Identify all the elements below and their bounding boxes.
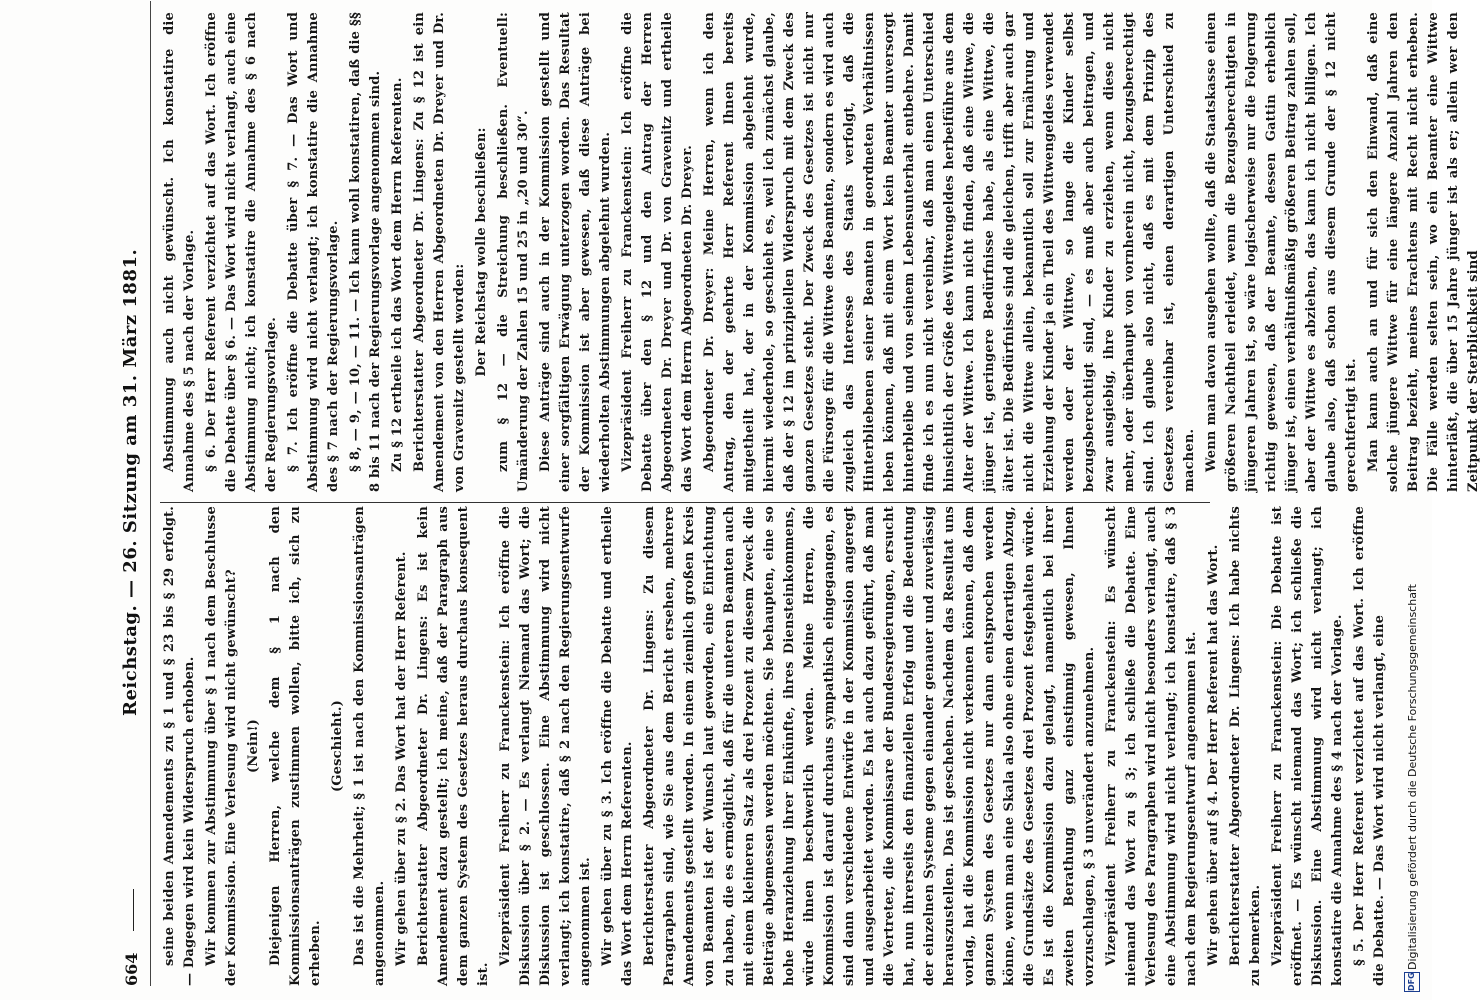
paragraph: Wir gehen über zu § 3. Ich eröffne die Debatte und ertheile das Wort dem Herrn Referenten. [600,506,635,986]
page-header [120,1,148,986]
paragraph: Berichterstatter Abgeordneter Dr. Lingens: Zu § 12 ist ein Amendement von den Herren Abgeordneten Dr. Dreyer und Dr. von Gravenitz gestellt worden: [412,12,467,492]
paragraph: Diejenigen Herren, welche dem § 1 nach den Kommissionsanträgen zustimmen wollen, bitte ich, sich zu erheben. [268,506,323,986]
paragraph: Berichterstatter Abgeordneter Dr. Lingens: Es ist kein Amendement dazu gestellt; ich meine, daß der Paragraph aus dem ganzen System des Gesetzes heraus durchaus konsequent ist. [416,506,491,986]
interjection: (Nein!) [246,719,261,773]
paragraph: Zu § 12 ertheile ich das Wort dem Herrn Referenten. [390,77,405,472]
dfg-logo-icon: DFG [1404,972,1420,992]
paragraph: seine beiden Amendements zu § 1 und § 23 bis § 29 erfolgt. — Dagegen wird kein Widerspruch erhoben. [162,506,197,986]
header-dash [133,889,134,931]
motion-text: zum § 12 — die Streichung beschließen. Eventuell: Umänderung der Zahlen 15 und 25 in „20 und 30“. [496,12,531,492]
page-title: Reichstag. — 26. Sitzung am 31. März 1881. [120,248,141,716]
paragraph: Wenn man davon ausgehen wollte, daß die Staatskasse einen größeren Nachtheil erleidet, wenn die Bezugsberechtigten in jüngeren Jahren ist, so wäre logischerweise nur die Folgerung richtig gewesen, daß der Beamte, dessen Gattin erheblich jünger ist, einen verhältnißmäßig größeren Beitrag zahlen soll, aber der Wittwe es abziehen, das kann ich nicht billigen. Ich glaube also, daß schon aus diesem Grunde der § 12 nicht gerechtfertigt ist. [1204,12,1359,492]
paragraph: Wir kommen zur Abstimmung über § 1 nach dem Beschlusse der Kommission. Eine Verlesung wird nicht gewünscht? [204,506,239,986]
paragraph: Diese Anträge sind auch in der Kommission gestellt und einer sorgfältigen Erwägung unterzogen worden. Das Resultat der Kommission ist aber gewesen, daß diese Anträge bei wiederholten Abstimmungen abgelehnt wurden. [538,12,613,492]
funding-note: Digitalisierung gefördert durch die Deutsche Forschungsgemeinschaft [1406,584,1419,970]
paragraph: Man kann auch an und für sich den Einwand, daß eine solche jüngere Wittwe für eine längere Anzahl Jahren den Beitrag bezieht, meines Erachtens mit Recht nicht erheben. Die Fälle werden selten sein, wo ein Beamter eine Wittwe hinterläßt, die über 15 Jahre jünger ist als er; allein wer den Zeitpunkt der Sterblichkeit sind [1366,12,1481,492]
paragraph: § 7. Ich eröffne die Debatte über § 7. — Das Wort und Abstimmung wird nicht verlangt; ich konstatire die Annahme des § 7 nach der Regierungsvorlage. [286,12,341,492]
paragraph: § 6. Der Herr Referent verzichtet auf das Wort. Ich eröffne die Debatte über § 6. — Das Wort wird nicht verlangt, auch eine Abstimmung nicht; ich konstatire die Annahme des § 6 nach der Regierungsvorlage. [204,12,279,492]
digitization-footer [1398,0,1428,1000]
paragraph: Vizepräsident Freiherr zu Franckenstein: Es wünscht niemand das Wort zu § 3; ich schließe die Debatte. Eine Verlesung des Paragraphen wird nicht besonders verlangt, auch eine Abstimmung wird nicht verlangt; ich konstatire, daß § 3 nach dem Regierungsentwurf angenommen ist. [1104,506,1199,986]
paragraph: Vizepräsident Freiherr zu Franckenstein: Ich eröffne die Diskussion über § 2. — Es verlangt Niemand das Wort; die Diskussion ist geschlossen. Eine Abstimmung wird nicht verlangt; ich konstatire, daß § 2 nach den Regierungsentwurfe angenommen ist. [498,506,593,986]
paragraph: § 5. Der Herr Referent verzichtet auf das Wort. Ich eröffne die Debatte. — Das Wort wird nicht verlangt, eine [1352,506,1387,986]
paragraph: Berichterstatter Abgeordneter Dr. Lingens: Ich habe nichts zu bemerken. [1228,506,1263,986]
right-column [160,12,1481,492]
paragraph: Abstimmung auch nicht gewünscht. Ich konstatire die Annahme des § 5 nach der Vorlage. [162,12,197,492]
paragraph: Abgeordneter Dr. Dreyer: Meine Herren, wenn ich den Antrag, den der geehrte Herr Referent Ihnen bereits mitgetheilt hat, der in der Kommission abgelehnt wurde, hiermit wiederhole, so geschieht es, weil ich zunächst glaube, daß der § 12 im prinzipiellen Widerspruch mit dem Zweck des ganzen Gesetzes steht. Der Zweck des Gesetzes ist nicht nur die Fürsorge für die Wittwe des Beamten, sondern es wird auch zugleich das Interesse des Staats verfolgt, daß die Hinterbliebenen seiner Beamten in geordneten Verhältnissen leben können, daß mit einem Wort kein Beamter unversorgt hinterbleibe und von seinem Lebensunterhalt entbehre. Damit finde ich es nun nicht vereinbar, daß man einen Unterschied hinsichtlich der Größe des Wittwengeldes herbeiführe aus dem Alter der Wittwe. Ich kann nicht finden, daß eine Wittwe, die jünger ist, geringere Bedürfnisse habe, als eine Wittwe, die älter ist. Die Bedürfnisse sind die gleichen, trifft aber auch gar nicht die Wittwe allein, bekanntlich soll zur Ernährung und Erziehung der Kinder ja ein Theil des Wittwengeldes verwendet werden oder der Wittwe, so lange die Kinder selbst bezugsberechtigt sind, — es muß aber auch beitragen, und zwar ausgiebig, ihre Kinder zu erziehen, wenn diese nicht mehr, oder überhaupt von vornherein nicht, bezugsberechtigt sind. Ich glaube also nicht, daß es mit dem Prinzip des Gesetzes vereinbar ist, einen derartigen Unterschied zu machen. [702,12,1197,492]
paragraph: Wir gehen über zu § 2. Das Wort hat der Herr Referent. [394,551,409,966]
paragraph: Berichterstatter Abgeordneter Dr. Lingens: Zu diesem Paragraphen sind, wie Sie aus dem Bericht ersehen, mehrere Amendements gestellt worden. In einem ziemlich großen Kreis von Beamten ist der Wunsch laut geworden, eine Einrichtung zu haben, die es ermöglicht, daß für die unteren Beamten auch mit einem kleineren Satz als drei Prozent zu diesem Zweck die Beiträge abgemessen werden möchten. Sie behaupten, eine so hohe Heranziehung ihrer Einkünfte, ihres Diensteinkommens, würde ihnen beschwerlich werden. Meine Herren, die Kommission ist darauf durchaus sympathisch eingegangen, es sind dann verschiedene Entwürfe in der Kommission angeregt und ausgearbeitet worden. Es hat auch dazu geführt, daß man die Vertreter, die Kommissare der Bundesregierungen, ersucht hat, nun ihrerseits den finanziellen Erfolg und die Bedeutung der einzelnen Systeme gegen einander genauer und zuverlässig herauszustellen. Das ist geschehen. Nachdem das Resultat uns vorlag, hat die Kommission nicht verkennen können, daß dem ganzen System des Gesetzes nur dann entsprochen werden könne, wenn man eine Skala also ohne einen derartigen Abzug, die Grundsätze des Gesetzes drei Prozent festgehalten würde. Es ist die Kommission dazu gelangt, namentlich bei ihrer zweiten Berathung ganz einstimmig gewesen, Ihnen vorzuschlagen, § 3 unverändert anzunehmen. [642,506,1097,986]
interjection: (Geschieht.) [330,700,345,792]
paragraph: Vizepräsident Freiherr zu Franckenstein: Ich eröffne die Debatte über den § 12 und den Antrag der Herren Abgeordneten Dr. Dreyer und Dr. von Gravenitz und ertheile das Wort dem Herrn Abgeordneten Dr. Dreyer. [620,12,695,492]
paragraph: Das ist die Mehrheit; § 1 ist nach den Kommissionsanträgen angenommen. [352,506,387,986]
paragraph: Vizepräsident Freiherr zu Franckenstein: Die Debatte ist eröffnet. — Es wünscht niemand das Wort; ich schließe die Diskussion. Eine Abstimmung wird nicht verlangt; ich konstatire die Annahme des § 4 nach der Vorlage. [1270,506,1345,986]
header-rule [150,1,151,986]
left-column [160,506,1387,986]
paragraph: § 8, — 9, — 10, — 11. — Ich kann wohl konstatiren, daß die §§ 8 bis 11 nach der Regierungsvorlage angenommen sind. [348,12,383,492]
motion-heading: Der Reichstag wolle beschließen: [474,127,489,377]
page-number: 664 [122,952,141,986]
paragraph: Wir gehen über auf § 4. Der Herr Referent hat das Wort. [1206,544,1221,966]
column-divider [160,502,1210,503]
